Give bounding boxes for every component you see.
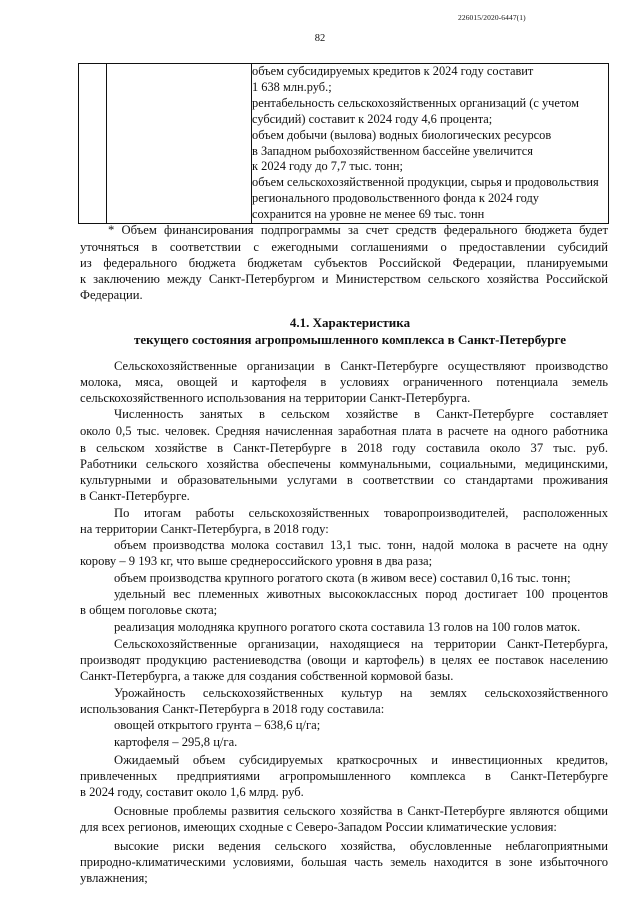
section-title-line-1: 4.1. Характеристика [289,315,411,330]
table-row [79,64,609,224]
paragraph-line: использования Санкт-Петербурга в 2018 году составила: [80,702,385,716]
paragraph-line: Основные проблемы развития сельского хозяйства в Санкт-Петербурге являются общими [114,804,608,818]
paragraph-line: удельный вес племенных животных высококлассных пород достигает 100 процентов [114,587,608,601]
paragraph-line: молока, мяса, овощей и картофеля в условиях ограниченного потенциала земель [80,375,608,389]
paragraph-line: Сельскохозяйственные организации, находящиеся на территории Санкт-Петербурга, [114,637,608,651]
page-number: 82 [314,33,326,44]
table-line: объем добычи (вылова) водных биологических ресурсов [252,127,552,142]
paragraph-line: природно-климатическими условиями, большая часть земель находится в зоне избыточного [80,855,608,869]
footnote-line: к заключению между Санкт-Петербургом и Министерством сельского хозяйства Российской [80,272,608,286]
paragraph-line: объем производства молока составил 13,1 тыс. тонн, надой молока в расчете на одну [114,538,608,552]
table-line: регионального продовольственного фонда к 2024 году [252,191,539,206]
paragraph-line: для всех регионов, имеющих сходные с Северо-Западом России климатические условия: [80,820,557,834]
paragraph-line: Урожайность сельскохозяйственных культур на землях сельскохозяйственного [114,686,608,700]
paragraph-line: высокие риски ведения сельского хозяйства, обусловленные неблагоприятными [114,839,608,853]
paragraph-line: производят продукцию растениеводства (овощи и картофель) в целях ее поставок населению [80,653,608,667]
paragraph-line: По итогам работы сельскохозяйственных товаропроизводителей, расположенных [114,506,608,520]
footnote-line: * Объем финансирования подпрограммы за счет средств федерального бюджета будет [108,223,608,237]
paragraph-line: сельскохозяйственного использования на территории Санкт-Петербурга. [80,391,471,405]
paragraph-line: на территории Санкт-Петербурга, в 2018 году: [80,522,329,536]
paragraph-line: увлажнения; [80,871,148,885]
table-cell-indicators [252,64,609,224]
paragraph-line: Сельскохозяйственные организации в Санкт-Петербурге осуществляют производство [114,359,608,373]
paragraph-line: около 0,5 тыс. человек. Средняя начисленная заработная плата в расчете на одного работника [80,424,608,438]
paragraph-line: в сельском хозяйстве в Санкт-Петербурге в 2018 году составила около 37 тыс. руб. [80,441,608,455]
paragraph-line: Численность занятых в сельском хозяйстве в Санкт-Петербурге составляет [114,407,608,421]
table-cell-empty-1 [79,64,107,224]
paragraph-line: объем производства крупного рогатого скота (в живом весе) составил 0,16 тыс. тонн; [114,571,571,585]
paragraph-line: Санкт-Петербурга, а также для создания собственной кормовой базы. [80,669,454,683]
table-line: сохранится на уровне не менее 69 тыс. тонн [252,207,485,222]
paragraph-line: в Санкт-Петербурге. [80,489,190,503]
table-line: субсидий) составит к 2024 году 4,6 процента; [252,111,493,126]
paragraph-line: овощей открытого грунта – 638,6 ц/га; [114,718,321,732]
footnote-line: из федерального бюджета бюджетам субъектов Российской Федерации, планируемыми [80,256,608,270]
paragraph-line: культурными и образовательными услугами в соответствии со стандартами проживания [80,473,608,487]
paragraph-line: Ожидаемый объем субсидируемых краткосрочных и инвестиционных кредитов, [114,753,608,767]
paragraph-line: в общем поголовье скота; [80,603,218,617]
table-line: рентабельность сельскохозяйственных организаций (с учетом [252,95,579,110]
paragraph-line: реализация молодняка крупного рогатого скота составила 13 голов на 100 голов маток. [114,620,581,634]
section-title-line-2: текущего состояния агропромышленного комплекса в Санкт-Петербурге [134,332,566,347]
paragraph-line: корову – 9 193 кг, что выше среднероссийского уровня в два раза; [80,554,433,568]
footnote-line: уточняться в соответствии с ежегодными соглашениями о предоставлении субсидий [80,240,608,254]
footnote-line: Федерации. [80,288,143,302]
paragraph-line: картофеля – 295,8 ц/га. [114,735,238,749]
table-line: объем сельскохозяйственной продукции, сырья и продовольствия [252,175,599,190]
table-line: в Западном рыбохозяйственном бассейне увеличится [252,143,533,158]
paragraph-line: Работники сельского хозяйства обеспечены коммунальными, социальными, медицинскими, [80,457,608,471]
indicators-table [78,63,609,224]
table-line: объем субсидируемых кредитов к 2024 году составит [252,64,534,78]
paragraph-line: привлеченных предприятиями агропромышленного комплекса в Санкт-Петербурге [80,769,608,783]
document-code: 226015/2020-6447(1) [458,13,526,22]
table-cell-empty-2 [107,64,252,224]
table-line: 1 638 млн.руб.; [252,79,332,94]
table-line: к 2024 году до 7,7 тыс. тонн; [252,159,403,174]
paragraph-line: в 2024 году, составит около 1,6 млрд. руб. [80,785,304,799]
